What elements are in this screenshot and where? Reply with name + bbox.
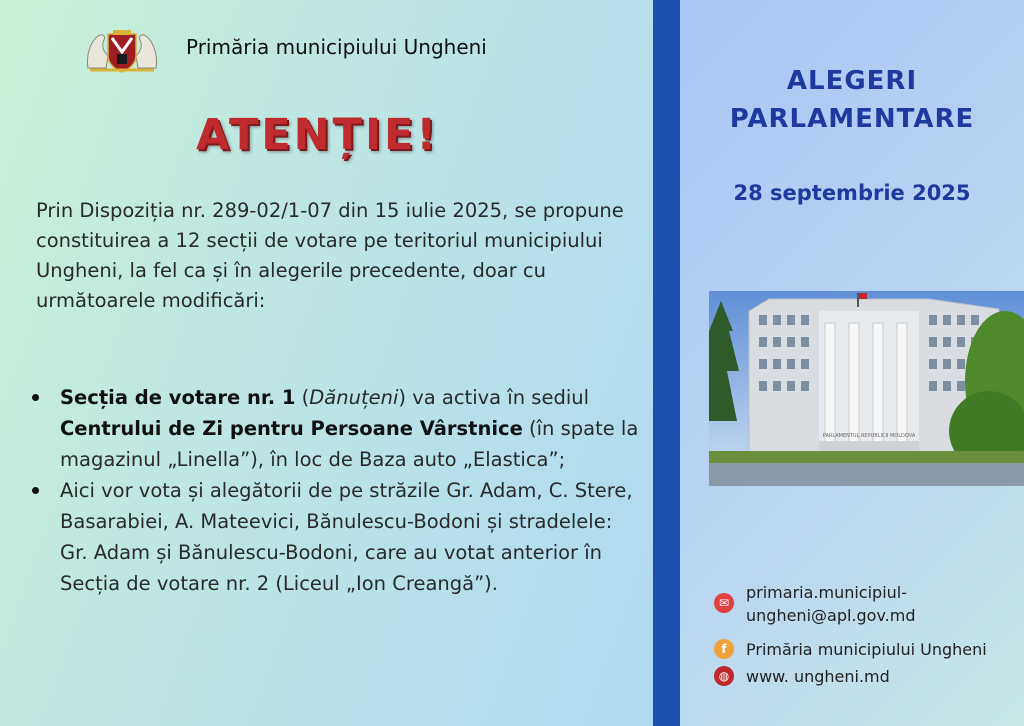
intro-paragraph: Prin Dispoziția nr. 289-02/1-07 din 15 iulie 2025, se propune constituirea a 12 secții de votare pe teritoriul municipiului Ungheni, la fel ca și în alegerile precedente, doar cu următoarele modificări:	[36, 199, 624, 312]
contact-email-line1: primaria.municipiul-	[746, 583, 907, 602]
list-item	[22, 475, 642, 599]
parliament-building-photo	[709, 291, 1024, 486]
elections-title-line1: ALEGERI	[786, 66, 918, 96]
elections-title	[680, 62, 1024, 138]
photo-caption: PARLAMENTUL REPUBLICII MOLDOVA	[822, 433, 916, 439]
item-text: Aici vor vota și alegătorii de pe străzile Gr. Adam, C. Stere, Basarabiei, A. Mateevici, Bănulescu-Bodoni și stradelele: Gr. Adam și Bănulescu-Bodoni, care au votat anterior în Secția de votare nr. 2 (Liceul „Ion Creangă”).	[60, 479, 633, 595]
item-text: (în spate la magazinul „Linella”), în loc de Baza auto „Elastica”;	[60, 417, 639, 471]
contact-email[interactable]	[746, 581, 916, 627]
item-italic-text: Dănuțeni	[309, 386, 399, 409]
email-icon: ✉	[714, 593, 734, 613]
globe-icon: ◍	[714, 666, 734, 686]
contact-website[interactable]: www. ungheni.md	[746, 667, 890, 686]
header-title: Primăria municipiului Ungheni	[186, 35, 487, 59]
item-bold-text: Secția de votare nr. 1	[60, 386, 296, 409]
attention-heading: ATENȚIE!	[196, 110, 439, 160]
facebook-icon: f	[714, 639, 734, 659]
contact-email-line2: ungheni@apl.gov.md	[746, 606, 916, 625]
item-text: (	[295, 386, 310, 409]
contact-facebook[interactable]: Primăria municipiului Ungheni	[746, 640, 987, 659]
elections-title-line2: PARLAMENTARE	[729, 104, 975, 134]
item-text: ) va activa în sediul	[398, 386, 590, 409]
item-bold-text: Centrului de Zi pentru Persoane Vârstnice	[60, 417, 523, 440]
divider-bar	[653, 0, 680, 726]
announcement-list	[22, 382, 642, 599]
list-item	[22, 382, 642, 475]
election-date: 28 septembrie 2025	[733, 181, 971, 205]
coat-of-arms-logo	[84, 28, 160, 74]
